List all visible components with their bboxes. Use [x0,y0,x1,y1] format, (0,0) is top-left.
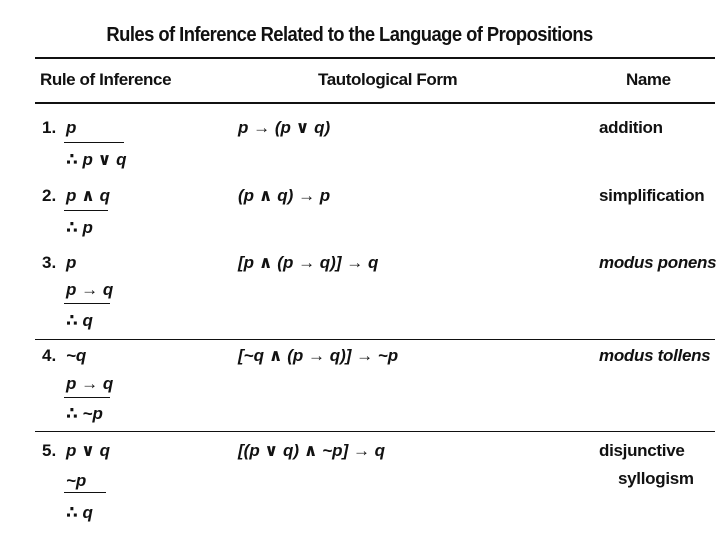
column-header-rule: Rule of Inference [40,70,172,89]
rule-name: modus tollens [599,346,711,365]
rule-name-line-1: disjunctive [599,441,685,460]
top-divider [35,57,715,59]
tautological-form: [(p ∨ q) ∧ ~p] → q [238,441,386,460]
tautological-form: [p ∧ (p → q)] → q [238,253,379,272]
row-number: 3. [42,253,57,272]
premise: ~p [66,471,87,490]
tautological-form: p → (p ∨ q) [238,118,331,137]
tautological-form: [~q ∧ (p → q)] → ~p [238,346,399,365]
row-number: 1. [42,118,57,137]
column-header-name: Name [626,70,671,89]
rule-name: modus ponens [599,253,717,272]
row-number: 5. [42,441,57,460]
premise: p ∨ q [66,441,111,460]
column-header-form: Tautological Form [318,70,458,89]
inference-line [64,142,124,143]
table-title: Rules of Inference Related to the Language of Propositions [106,24,593,46]
row-number: 4. [42,346,57,365]
inference-line [64,492,106,493]
conclusion: ∴ p ∨ q [66,150,127,169]
premise: p [66,253,77,272]
inference-line [64,303,110,304]
header-divider [35,102,715,104]
conclusion: ∴ q [66,503,93,522]
premise: p [66,118,77,137]
conclusion: ∴ p [66,218,93,237]
rule-name: addition [599,118,663,137]
premise: p → q [66,280,114,299]
rule-name-line-2: syllogism [618,469,694,488]
inference-line [64,210,108,211]
conclusion: ∴ q [66,311,93,330]
row-divider [35,431,715,432]
premise: p → q [66,374,114,393]
inference-line [64,397,110,398]
conclusion: ∴ ~p [66,404,103,423]
rule-name: simplification [599,186,705,205]
tautological-form: (p ∧ q) → p [238,186,331,205]
premise: p ∧ q [66,186,111,205]
row-number: 2. [42,186,57,205]
row-divider [35,339,715,340]
premise: ~q [66,346,87,365]
